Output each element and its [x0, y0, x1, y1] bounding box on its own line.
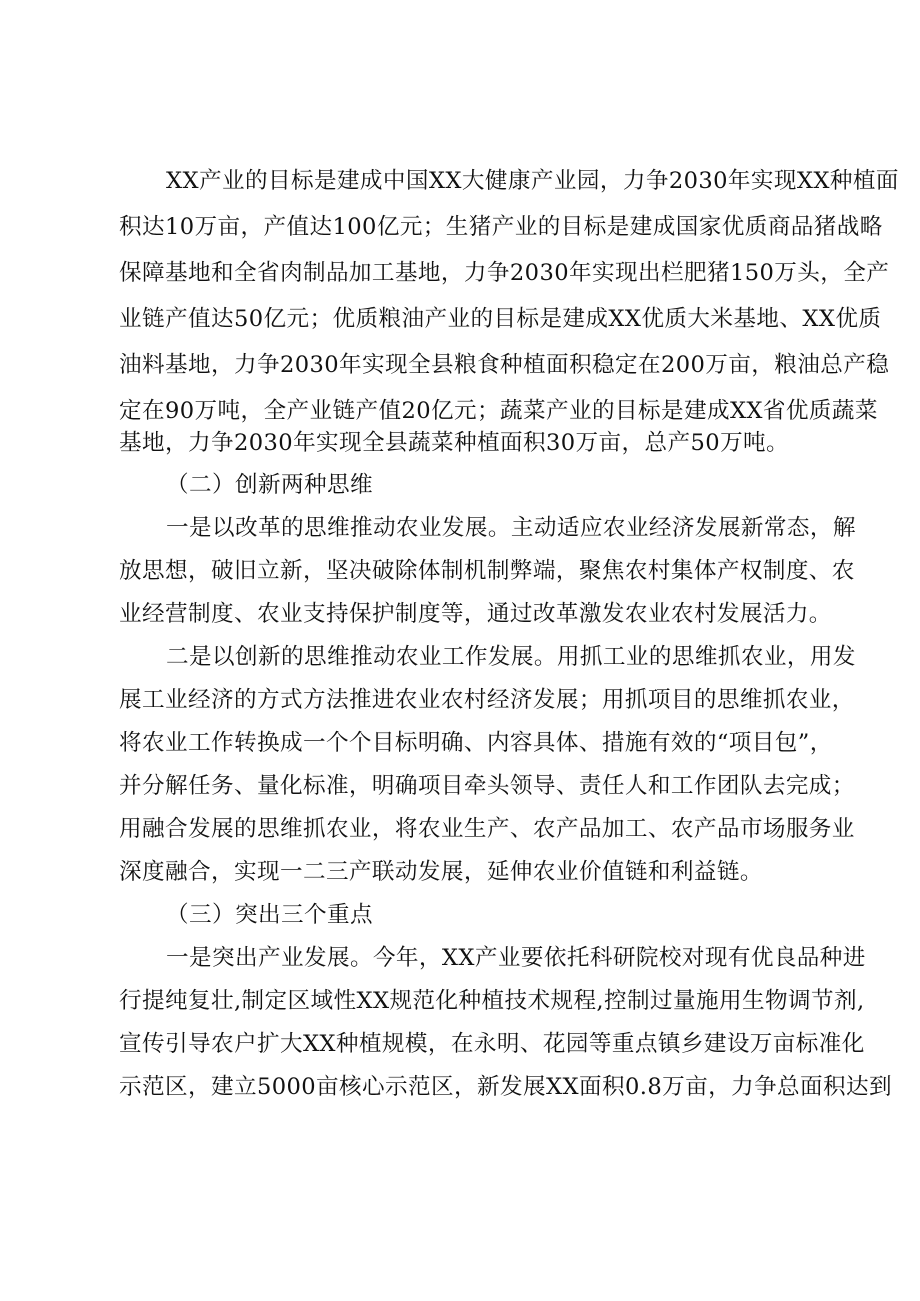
paragraph-1-line-3: 保障基地和全省肉制品加工基地，力争2030年实现出栏肥猪150万头，全产	[119, 260, 890, 286]
paragraph-1-line-1: XX产业的目标是建成中国XX大健康产业园，力争2030年实现XX种植面	[166, 168, 899, 194]
paragraph-1-line-7: 基地，力争2030年实现全县蔬菜种植面积30万亩，总产50万吨。	[119, 430, 790, 456]
paragraph-3-line-3: 将农业工作转换成一个个目标明确、内容具体、措施有效的“项目包”，	[119, 730, 833, 756]
section-heading-3: （三）突出三个重点	[166, 902, 373, 928]
paragraph-4-line-1: 一是突出产业发展。今年，XX产业要依托科研院校对现有优良品种进	[166, 945, 866, 971]
paragraph-3-line-5: 用融合发展的思维抓农业，将农业生产、农产品加工、农产品市场服务业	[119, 816, 855, 842]
paragraph-4-line-4: 示范区，建立5000亩核心示范区，新发展XX面积0.8万亩，力争总面积达到	[119, 1074, 893, 1100]
paragraph-2-line-2: 放思想，破旧立新，坚决破除体制机制弊端，聚焦农村集体产权制度、农	[119, 558, 855, 584]
paragraph-4-line-2: 行提纯复壮,制定区域性XX规范化种植技术规程,控制过量施用生物调节剂,	[119, 988, 865, 1014]
paragraph-1-line-2: 积达10万亩，产值达100亿元；生猪产业的目标是建成国家优质商品猪战略	[119, 214, 883, 240]
paragraph-1-line-4: 业链产值达50亿元；优质粮油产业的目标是建成XX优质大米基地、XX优质	[119, 306, 882, 332]
paragraph-3-line-1: 二是以创新的思维推动农业工作发展。用抓工业的思维抓农业，用发	[166, 644, 856, 670]
paragraph-4-line-3: 宣传引导农户扩大XX种植规模，在永明、花园等重点镇乡建设万亩标准化	[119, 1031, 865, 1057]
section-heading-2: （二）创新两种思维	[166, 472, 373, 498]
paragraph-1-line-5: 油料基地，力争2030年实现全县粮食种植面积稳定在200万亩，粮油总产稳	[119, 352, 890, 378]
paragraph-2-line-1: 一是以改革的思维推动农业发展。主动适应农业经济发展新常态，解	[166, 515, 856, 541]
paragraph-1-line-6: 定在90万吨，全产业链产值20亿元；蔬菜产业的目标是建成XX省优质蔬菜	[119, 398, 878, 424]
paragraph-3-line-2: 展工业经济的方式方法推进农业农村经济发展；用抓项目的思维抓农业，	[119, 687, 855, 713]
paragraph-2-line-3: 业经营制度、农业支持保护制度等，通过改革激发农业农村发展活力。	[119, 601, 832, 627]
paragraph-3-line-6: 深度融合，实现一二三产联动发展，延伸农业价值链和利益链。	[119, 859, 763, 885]
paragraph-3-line-4: 并分解任务、量化标准，明确项目牵头领导、责任人和工作团队去完成；	[119, 773, 855, 799]
